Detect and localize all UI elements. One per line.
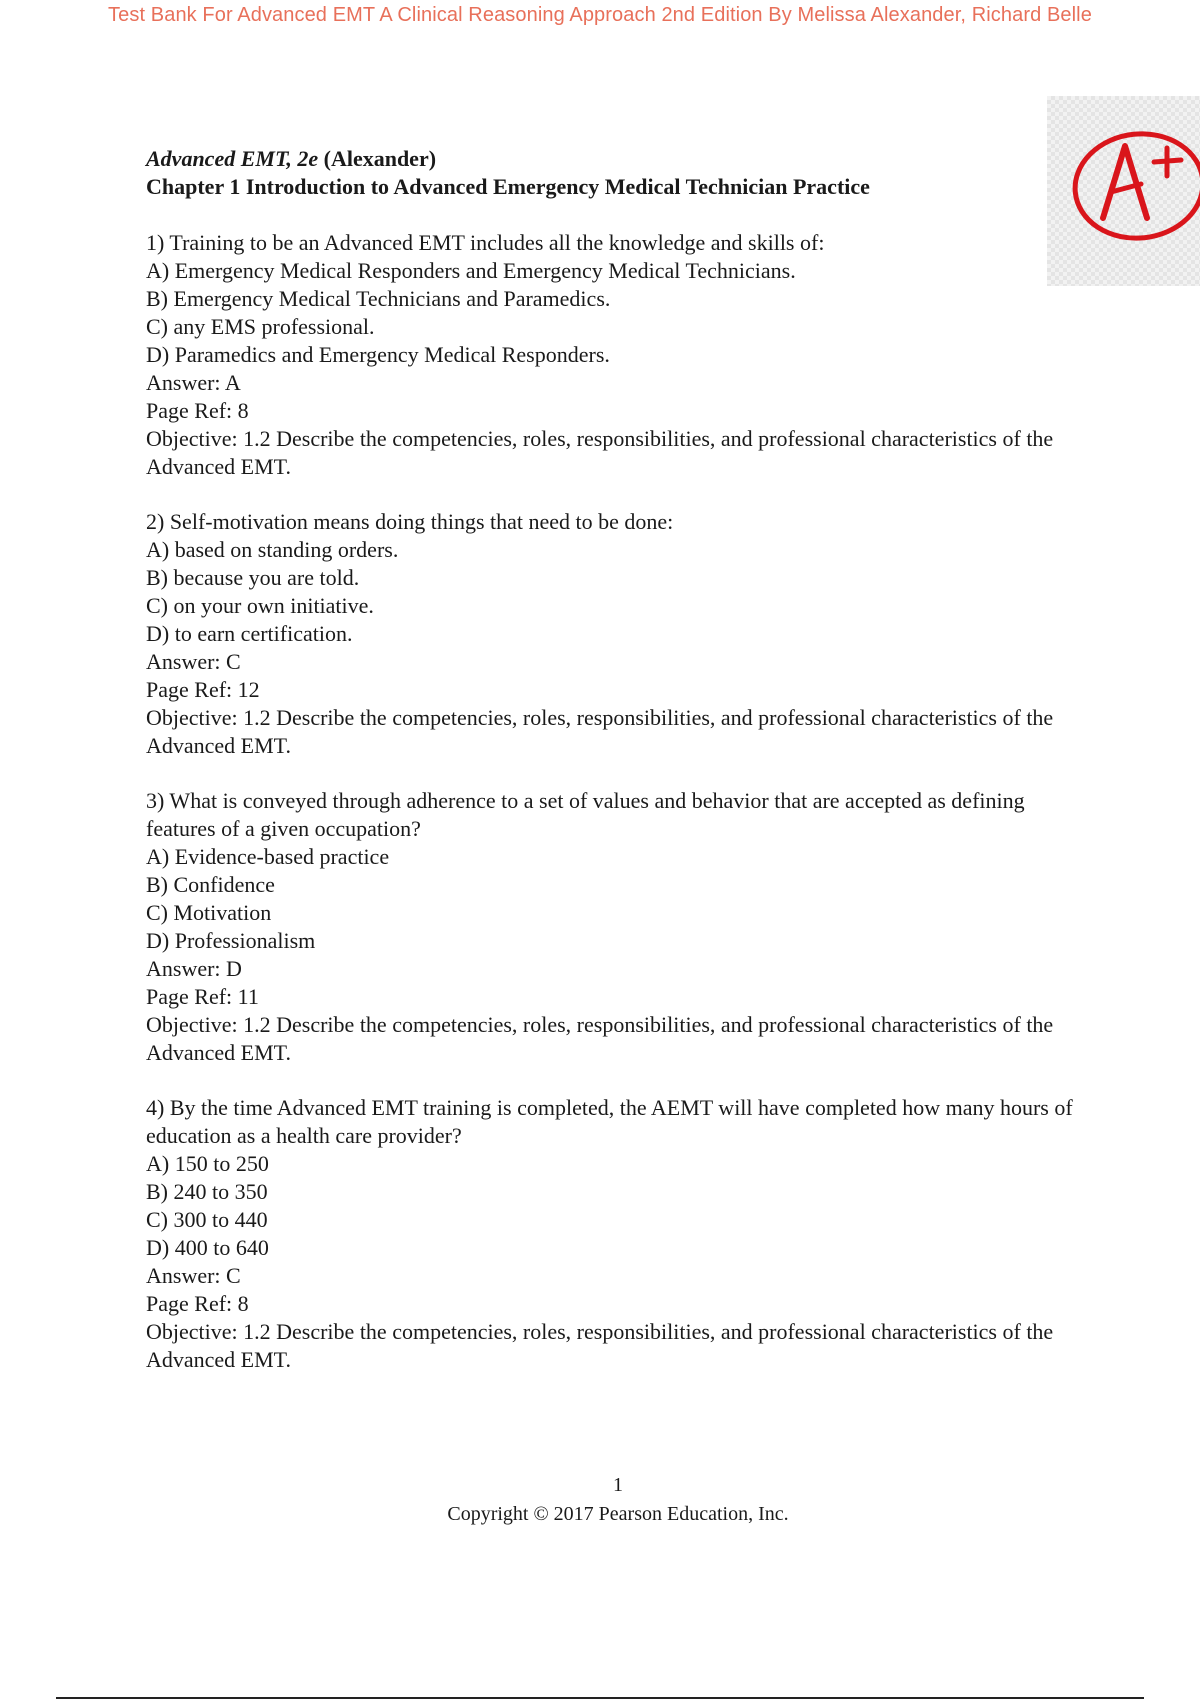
option-d: D) Professionalism xyxy=(146,928,316,953)
page-number: 1 xyxy=(613,1474,623,1496)
objective: Objective: 1.2 Describe the competencies, roles, responsibilities, and professional characteristics of the Advanced EMT. xyxy=(146,705,1054,758)
option-a: A) Emergency Medical Responders and Emergency Medical Technicians. xyxy=(146,258,796,283)
copyright-notice: Copyright © 2017 Pearson Education, Inc. xyxy=(447,1503,789,1525)
page-ref: Page Ref: 12 xyxy=(146,677,260,702)
page-ref: Page Ref: 8 xyxy=(146,1291,249,1316)
option-d: D) to earn certification. xyxy=(146,621,353,646)
option-d: D) Paramedics and Emergency Medical Responders. xyxy=(146,342,610,367)
option-a: A) Evidence-based practice xyxy=(146,844,390,869)
option-c: C) any EMS professional. xyxy=(146,314,375,339)
book-title: Advanced EMT, 2e (Alexander) xyxy=(146,146,437,171)
question-1 xyxy=(146,229,1096,481)
option-b: B) because you are told. xyxy=(146,565,360,590)
document-content xyxy=(146,145,1096,1401)
option-b: B) Confidence xyxy=(146,872,275,897)
question-stem: 3) What is conveyed through adherence to a set of values and behavior that are accepted as defining features of a given occupation? xyxy=(146,788,1025,841)
option-a: A) based on standing orders. xyxy=(146,537,399,562)
option-d: D) 400 to 640 xyxy=(146,1235,269,1260)
header-banner: Test Bank For Advanced EMT A Clinical Reasoning Approach 2nd Edition By Melissa Alexander, Richard Belle xyxy=(108,4,1092,26)
answer: Answer: C xyxy=(146,1263,241,1288)
objective: Objective: 1.2 Describe the competencies, roles, responsibilities, and professional characteristics of the Advanced EMT. xyxy=(146,1319,1054,1372)
page-ref: Page Ref: 8 xyxy=(146,398,249,423)
question-4 xyxy=(146,1094,1096,1374)
option-a: A) 150 to 250 xyxy=(146,1151,269,1176)
answer: Answer: C xyxy=(146,649,241,674)
answer: Answer: D xyxy=(146,956,242,981)
option-c: C) on your own initiative. xyxy=(146,593,374,618)
question-stem: 2) Self-motivation means doing things that need to be done: xyxy=(146,509,674,534)
answer: Answer: A xyxy=(146,370,241,395)
question-3 xyxy=(146,787,1096,1067)
bottom-divider xyxy=(56,1697,1144,1699)
objective: Objective: 1.2 Describe the competencies, roles, responsibilities, and professional characteristics of the Advanced EMT. xyxy=(146,1012,1054,1065)
option-b: B) Emergency Medical Technicians and Paramedics. xyxy=(146,286,611,311)
option-c: C) 300 to 440 xyxy=(146,1207,268,1232)
page-ref: Page Ref: 11 xyxy=(146,984,259,1009)
question-2 xyxy=(146,508,1096,760)
question-stem: 1) Training to be an Advanced EMT includes all the knowledge and skills of: xyxy=(146,230,825,255)
objective: Objective: 1.2 Describe the competencies, roles, responsibilities, and professional characteristics of the Advanced EMT. xyxy=(146,426,1054,479)
option-c: C) Motivation xyxy=(146,900,272,925)
chapter-title: Chapter 1 Introduction to Advanced Emergency Medical Technician Practice xyxy=(146,174,870,199)
option-b: B) 240 to 350 xyxy=(146,1179,268,1204)
question-stem: 4) By the time Advanced EMT training is completed, the AEMT will have completed how many hours of education as a health care provider? xyxy=(146,1095,1073,1148)
